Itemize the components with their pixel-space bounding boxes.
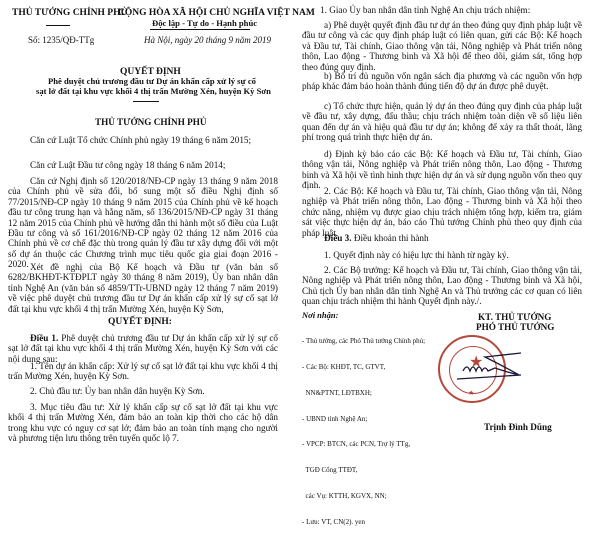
recipient-item: - Các Bộ: KHĐT, TC, GTVT, [302,362,386,371]
basis-law-government: Căn cứ Luật Tổ chức Chính phủ ngày 19 tháng 6 năm 2015; [30,135,252,145]
article-3-text: Điều khoản thi hành [351,233,429,243]
issuer-name: THỦ TƯỚNG CHÍNH PHỦ [12,8,128,18]
recipient-item: - Thủ tướng, các Phó Thủ tướng Chính phủ; [302,337,426,346]
country-name: CỘNG HÒA XÃ HỘI CHỦ NGHĨA VIỆT NAM [118,8,315,18]
item-investor: 2. Chủ đầu tư: Ủy ban nhân dân huyện Kỳ Sơn. [30,386,205,396]
recipient-item: - UBND tỉnh Nghệ An; [302,414,368,423]
ministries-responsibility: 2. Các Bộ: Kế hoạch và Đầu tư, Tài chính, Giao thông vận tải, Nông nghiệp và Phát triển nông thôn, Lao động - Thương binh và Xã hội theo chức năng, nhiệm vụ được giao chịu trách nhiệm tổng hợp, kiểm tra, giám sát việc thực hiện dự án, báo cáo Thủ tướng Chính phủ theo quy định của pháp luật. [302,186,582,238]
authority-heading: THỦ TƯỚNG CHÍNH PHỦ [95,117,207,127]
recipients-title: Nơi nhận: [302,310,339,320]
article-3-item-2: 2. Các Bộ trưởng: Kế hoạch và Đầu tư, Tài chính, Giao thông vận tải, Nông nghiệp và Phát triển nông thôn, Lao động - Thương binh và Xã hội, Chủ tịch Ủy ban nhân dân tỉnh Nghệ An và Thủ trưởng các cơ quan có liên quan chịu trách nhiệm thi hành Quyết định này./. [302,265,582,307]
motto-underline [150,29,250,30]
signature-title-line1: KT. THỦ TƯỚNG [478,312,552,322]
recipient-item: TGĐ Cổng TTĐT, [302,466,358,475]
star-icon: ★ [469,354,484,371]
article-3 [302,233,582,243]
basis-law-investment: Căn cứ Luật Đầu tư công ngày 18 tháng 6 năm 2014; [30,160,226,170]
article-1-label: Điều 1. [30,333,59,343]
place-date: Hà Nội, ngày 20 tháng 9 năm 2019 [144,35,271,45]
responsibility-intro: 1. Giao Ủy ban nhân dân tỉnh Nghệ An chịu trách nhiệm: [320,5,531,15]
basis-proposal: Xét đề nghị của Bộ Kế hoạch và Đầu tư (văn bản số 6282/BKHĐT-KTĐPLT ngày 30 tháng 8 năm 2019), Ủy ban nhân dân tỉnh Nghệ An (văn bản số 4859/TTr-UBND ngày 12 tháng 7 năm 2019) về việc phê duyệt chủ trương đầu tư Dự án khẩn cấp xử lý sự cố sạt lở đất tại khu vực khối 4 thị trấn Mường Xén, huyện Kỳ Sơn, [8,262,278,314]
article-1 [8,333,278,364]
document-subtitle-line2: sạt lở đất tại khu vực khối 4 thị trấn Mường Xén, huyện Kỳ Sơn [36,86,271,96]
left-page [0,0,315,457]
clause-a: a) Phê duyệt quyết định đầu tư dự án theo đúng quy định pháp luật về đầu tư công và các quy định pháp luật có liên quan, gửi các Bộ: Kế hoạch và Đầu tư, Tài chính, Giao thông vận tải, Nông nghiệp và Phát triển nông thôn, Lao động - Thương binh và Xã hội để theo dõi, giám sát, tổng hợp theo đúng quy định. [302,20,582,72]
item-project-name: 1. Tên dự án khẩn cấp: Xử lý sự cố sạt lở đất tại khu vực khối 4 thị trấn Mường Xén, huyện Kỳ Sơn. [8,361,278,382]
signer-name: Trịnh Đình Dũng [484,422,552,432]
document-title: QUYẾT ĐỊNH [120,67,181,77]
motto: Độc lập - Tự do - Hạnh phúc [152,18,258,28]
recipient-item: các Vụ: KTTH, KGVX, NN; [302,491,387,500]
document-number: Số: 1235/QĐ-TTg [28,35,95,45]
recipient-item: - VPCP: BTCN, các PCN, Trợ lý TTg, [302,440,411,449]
recipient-item: - Lưu: VT, CN(2). yen [302,517,366,526]
clause-d: d) Định kỳ báo cáo các Bộ: Kế hoạch và Đầu tư, Tài chính, Giao thông vận tải, Nông nghiệp và Phát triển nông thôn, Lao động - Thương binh và Xã hội về tình hình thực hiện dự án và sử dụng nguồn vốn theo quy định. [302,149,582,191]
item-objective: 3. Mục tiêu đầu tư: Xử lý khẩn cấp sự cố sạt lở đất tại khu vực khối 4 thị trấn Mường Xén, đảm bảo an toàn kịp thời cho các hộ dân trong khu vực có nguy cơ sạt lở; đảm bảo an toàn tính mạng cho người và phương tiện lưu thông trên tuyến quốc lộ 7. [8,402,278,444]
clause-c: c) Tổ chức thực hiện, quản lý dự án theo đúng quy định của pháp luật về đầu tư, xây dựng, đấu thầu; chịu trách nhiệm toàn diện về số liệu liên quan đến dự án và hiệu quả đầu tư dự án; không để xảy ra thất thoát, lãng phí trong quá trình thực hiện dự án. [302,101,582,143]
recipient-item: NN&PTNT, LĐTBXH; [302,388,372,397]
article-1-text: Phê duyệt chủ trương đầu tư Dự án khẩn cấp xử lý sự cố sạt lở đất tại khu vực khối 4 thị trấn Mường Xén, huyện Kỳ Sơn với các nội dung sau: [8,333,278,364]
subtitle-divider [133,101,159,102]
basis-decree: Căn cứ Nghị định số 120/2018/NĐ-CP ngày 13 tháng 9 năm 2018 của Chính phủ về sửa đổi, bổ sung một số điều Nghị định số 77/2015/NĐ-CP ngày 10 tháng 9 năm 2015 của Chính phủ về kế hoạch đầu tư công trung hạn và hằng năm, số 136/2015/NĐ-CP ngày 31 tháng 12 năm 2015 của Chính phủ về hướng dẫn thi hành một số điều của Luật Đầu tư công và số 161/2016/NĐ-CP ngày 02 tháng 12 năm 2016 của Chính phủ về cơ chế đặc thù trong quản lý đầu tư xây dựng đối với một số dự án thuộc các Chương trình mục tiêu quốc gia giai đoạn 2016 - 2020. [8,176,278,270]
article-3-item-1: 1. Quyết định này có hiệu lực thi hành từ ngày ký. [324,250,509,260]
issuer-underline [46,25,70,26]
document-subtitle-line1: Phê duyệt chủ trương đầu tư Dự án khẩn cấp xử lý sự cố [48,76,256,86]
signature-title-line2: PHÓ THỦ TƯỚNG [476,322,555,332]
recipients-list [302,320,425,543]
decision-heading: QUYẾT ĐỊNH: [108,317,172,327]
clause-b: b) Bố trí đủ nguồn vốn ngân sách địa phương và các nguồn vốn hợp pháp khác đảm bảo hoàn thành đúng tiến độ dự án được phê duyệt. [302,71,582,92]
seal-small-star-icon: ★ [468,389,475,397]
signature-icon [455,345,525,385]
article-3-label: Điều 3. [324,233,352,243]
